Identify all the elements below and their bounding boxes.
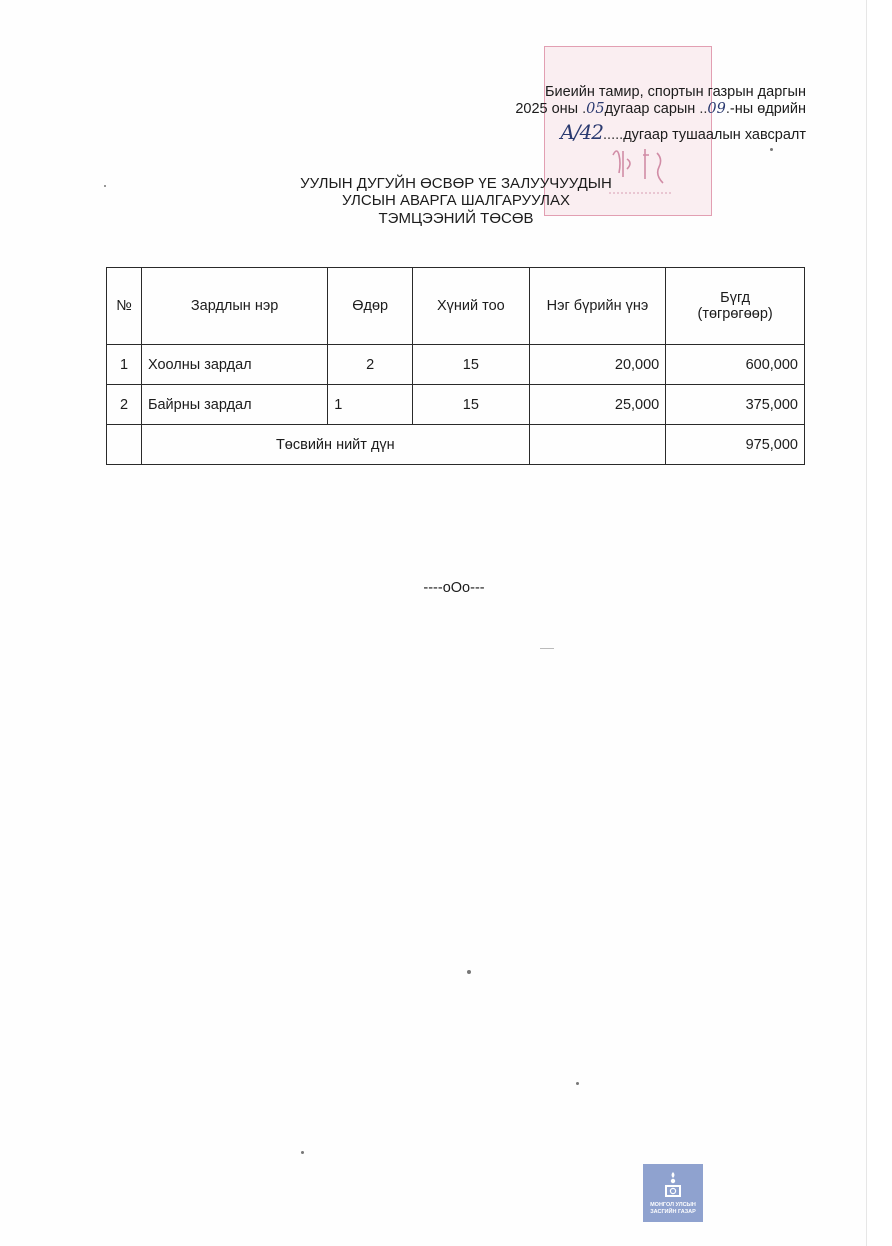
emblem-caption-line1: МОНГОЛ УЛСЫН bbox=[650, 1202, 696, 1208]
cell-name: Байрны зардал bbox=[141, 385, 327, 425]
cell-people: 15 bbox=[413, 385, 530, 425]
col-header-unit-price: Нэг бүрийн үнэ bbox=[529, 268, 666, 345]
scan-speck bbox=[770, 148, 773, 151]
grand-total-value: 975,000 bbox=[666, 425, 805, 465]
document-title-line-1: УУЛЫН ДУГУЙН ӨСВӨР ҮЕ ЗАЛУУЧУУДЫН bbox=[300, 175, 612, 192]
cell-name: Хоолны зардал bbox=[141, 345, 327, 385]
col-header-total bbox=[666, 268, 805, 345]
table-row bbox=[107, 385, 805, 425]
cell-empty bbox=[529, 425, 666, 465]
emblem-caption-line2: ЗАСГИЙН ГАЗАР bbox=[650, 1209, 696, 1215]
scan-speck bbox=[576, 1082, 579, 1085]
cell-no: 1 bbox=[107, 345, 142, 385]
header-day-word: -ны өдрийн bbox=[729, 101, 806, 117]
header-order-word: дугаар тушаалын хавсралт bbox=[623, 127, 806, 143]
scan-speck bbox=[540, 648, 554, 649]
scan-speck bbox=[104, 185, 106, 187]
header-line-2: 2025 оны .05дугаар сарын ..09.-ны өдрийн bbox=[515, 101, 806, 117]
soyombo-emblem-icon bbox=[661, 1170, 685, 1200]
table-header-row bbox=[107, 268, 805, 345]
handwritten-day: 09 bbox=[707, 101, 726, 117]
col-header-people: Хүний тоо bbox=[413, 268, 530, 345]
government-emblem bbox=[643, 1164, 703, 1222]
scan-speck bbox=[301, 1151, 304, 1154]
header-dots: .. bbox=[699, 101, 708, 117]
table-row bbox=[107, 345, 805, 385]
col-header-total-line2: (төгрөгөөр) bbox=[697, 306, 773, 322]
col-header-days: Өдөр bbox=[328, 268, 413, 345]
col-header-no: № bbox=[107, 268, 142, 345]
header-dots-2: ..... bbox=[603, 127, 624, 143]
header-month-word: дугаар сарын bbox=[604, 101, 700, 117]
header-line-3 bbox=[560, 120, 806, 144]
scan-speck bbox=[467, 970, 471, 974]
cell-no-empty bbox=[107, 425, 142, 465]
cell-unit-price: 20,000 bbox=[529, 345, 666, 385]
cell-people: 15 bbox=[413, 345, 530, 385]
end-of-document-mark: ----oOo--- bbox=[423, 580, 485, 596]
cell-total: 375,000 bbox=[666, 385, 805, 425]
emblem-caption bbox=[643, 1202, 703, 1216]
page-edge bbox=[866, 0, 892, 1246]
handwritten-month: 05 bbox=[586, 101, 605, 117]
document-title-line-3: ТЭМЦЭЭНИЙ ТӨСӨВ bbox=[378, 210, 534, 227]
col-header-name: Зардлын нэр bbox=[141, 268, 327, 345]
cell-days: 2 bbox=[328, 345, 413, 385]
budget-table bbox=[106, 267, 805, 465]
cell-days: 1 bbox=[328, 385, 413, 425]
cell-unit-price: 25,000 bbox=[529, 385, 666, 425]
cell-total: 600,000 bbox=[666, 345, 805, 385]
header-year: 2025 оны bbox=[515, 101, 583, 117]
grand-total-label: Төсвийн нийт дүн bbox=[141, 425, 529, 465]
header-line-1: Биеийн тамир, спортын газрын даргын bbox=[544, 84, 806, 100]
cell-no: 2 bbox=[107, 385, 142, 425]
col-header-total-line1: Бүгд bbox=[720, 290, 751, 306]
handwritten-order-number: A/42 bbox=[560, 120, 604, 144]
document-title-line-2: УЛСЫН АВАРГА ШАЛГАРУУЛАХ bbox=[342, 192, 570, 209]
table-total-row bbox=[107, 425, 805, 465]
